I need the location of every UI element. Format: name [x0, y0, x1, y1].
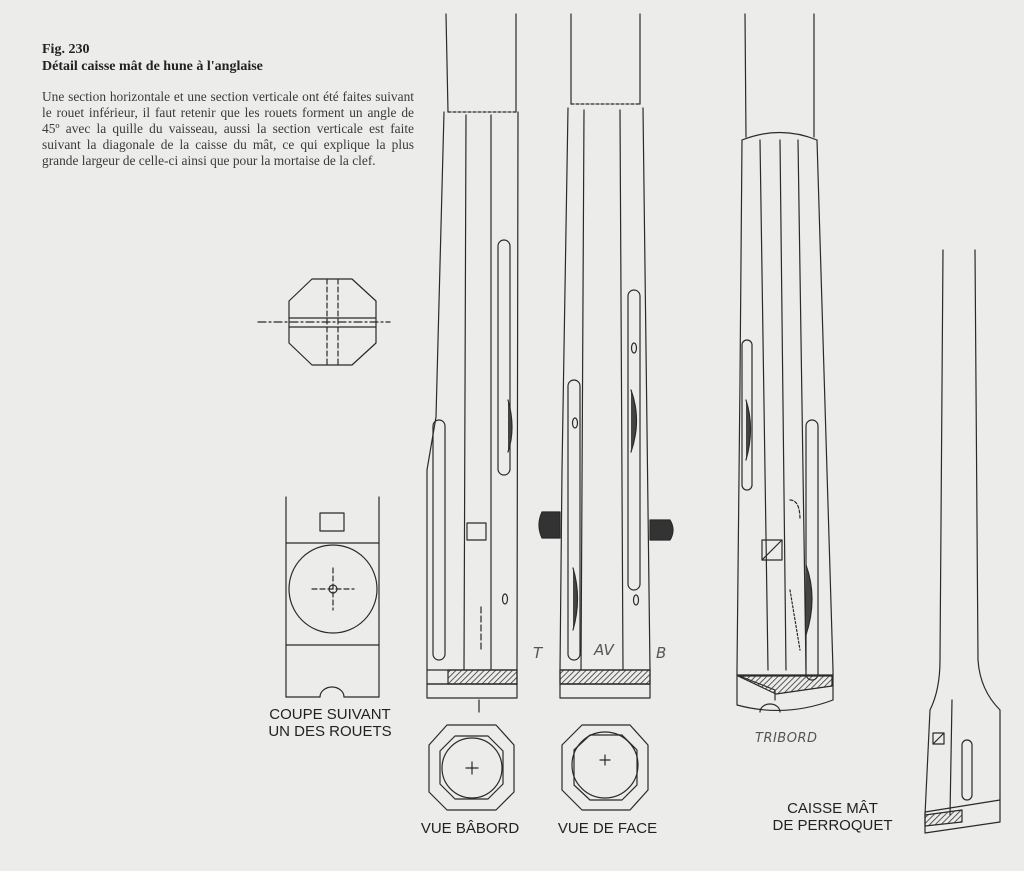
figure-title: Détail caisse mât de hune à l'anglaise [42, 59, 263, 74]
label-caisse-line1: CAISSE MÂT [787, 800, 878, 817]
mast-perroquet [925, 250, 1000, 833]
octagon-vue-de-face [562, 725, 648, 810]
label-caisse-perroquet [760, 800, 905, 834]
label-vue-babord: VUE BÂBORD [420, 820, 520, 837]
annotation-t: T [533, 644, 543, 662]
figure-description: Une section horizontale et une section verticale ont été faites suivant le rouet inférieur, il faut retenir que les rouets forment un angle de 45º avec la quille du vaisseau, aussi la section verticale est faite suivant la diagonale de la caisse du mât, ce qui explique la plus grande largeur de celle-ci ainsi que pour la mortaise de la clef. [42, 89, 414, 168]
label-coupe [250, 706, 410, 740]
annotation-b: B [656, 644, 667, 662]
mast-vue-de-face [539, 14, 673, 698]
label-caisse-line2: DE PERROQUET [772, 817, 893, 834]
octagon-vue-babord [429, 725, 514, 810]
mast-diagonal-view [737, 14, 833, 712]
figure-number: Fig. 230 [42, 42, 90, 57]
mast-vue-babord [427, 14, 518, 712]
label-coupe-line1: COUPE SUIVANT [269, 706, 391, 723]
annotation-av: AV [594, 641, 614, 659]
horizontal-section-octagon [258, 279, 390, 365]
label-coupe-line2: UN DES ROUETS [268, 723, 392, 740]
sheave-section [286, 497, 379, 697]
label-vue-de-face: VUE DE FACE [557, 820, 658, 837]
annotation-tribord: TRIBORD [755, 731, 818, 746]
